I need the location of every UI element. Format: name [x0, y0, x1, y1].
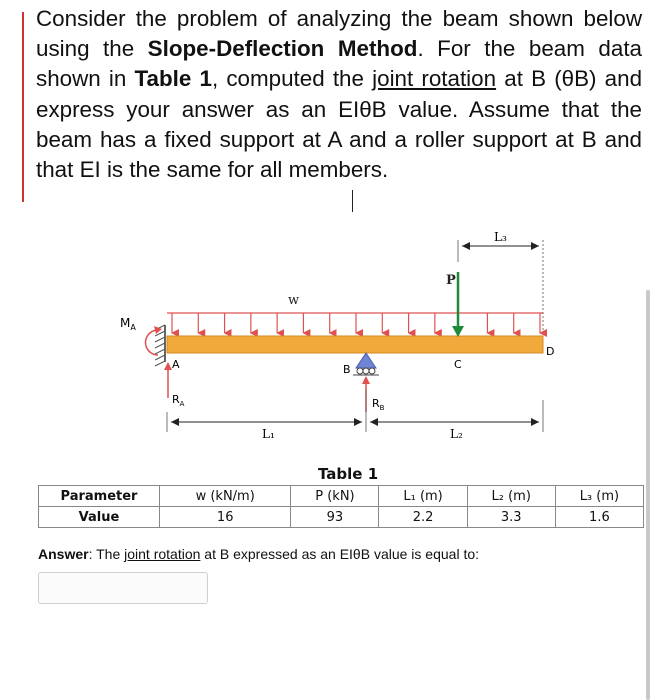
header-cell: L₃ (m) — [555, 486, 643, 507]
svg-text:L₃: L₃ — [494, 230, 507, 244]
label-rb: $R_B$ — [372, 397, 385, 412]
header-cell: w (kN/m) — [160, 486, 291, 507]
label-d: D — [546, 345, 555, 358]
beam — [167, 336, 543, 353]
value-cell: 2.2 — [379, 507, 467, 528]
label-a: A — [172, 358, 180, 371]
answer-input[interactable] — [38, 572, 208, 604]
label-c: C — [454, 358, 462, 371]
row-label-value: Value — [39, 507, 160, 528]
question-part-1: Consider the problem of analyzing the beam shown below using the — [36, 6, 642, 62]
table-row — [39, 486, 644, 507]
label-p: P — [446, 273, 456, 288]
value-cell: 3.3 — [467, 507, 555, 528]
answer-joint-rotation-link[interactable]: joint rotation — [124, 546, 201, 562]
dimension-l1-l2 — [167, 390, 543, 441]
answer-part-1: : The — [88, 546, 125, 562]
label-ma: $M_A$ — [120, 316, 136, 332]
question-part-2: . For the beam data shown in — [36, 36, 642, 92]
header-cell: P (kN) — [291, 486, 379, 507]
value-cell: 16 — [160, 507, 291, 528]
question-text — [36, 4, 642, 185]
answer-label: Answer — [38, 546, 89, 562]
dimension-l3 — [458, 230, 543, 330]
table-reference: Table 1 — [134, 66, 212, 92]
question-part-4: at B (θB) and express your answer as an EIθB value. Assume that the beam has a fixed support at A and a roller support at B and that EI is the same for all members. — [36, 66, 643, 183]
answer-prompt — [38, 546, 479, 562]
table-title: Table 1 — [318, 465, 379, 483]
text-cursor — [352, 190, 353, 212]
data-table — [38, 485, 644, 528]
joint-rotation-link[interactable]: joint rotation — [372, 66, 497, 92]
method-name: Slope-Deflection Method — [147, 36, 418, 62]
row-label-parameter: Parameter — [39, 486, 160, 507]
reaction-ra-head — [164, 362, 172, 370]
question-part-3: , computed the — [211, 66, 373, 92]
svg-text:L₁: L₁ — [262, 427, 275, 441]
value-cell: 93 — [291, 507, 379, 528]
distributed-load — [172, 313, 540, 333]
label-b: B — [343, 363, 351, 376]
point-load-arrow-head — [452, 326, 464, 337]
label-ra: $R_A$ — [172, 393, 185, 408]
table-row — [39, 507, 644, 528]
answer-part-2: at B expressed as an EIθB value is equal to: — [200, 546, 480, 562]
svg-text:L₂: L₂ — [450, 427, 463, 441]
question-highlight-bar — [22, 12, 24, 202]
roller-support — [353, 353, 379, 375]
header-cell: L₂ (m) — [467, 486, 555, 507]
value-cell: 1.6 — [555, 507, 643, 528]
reaction-rb-head — [362, 376, 370, 384]
label-w: w — [288, 293, 300, 308]
header-cell: L₁ (m) — [379, 486, 467, 507]
scrollbar[interactable] — [646, 290, 650, 700]
beam-diagram — [0, 215, 659, 455]
